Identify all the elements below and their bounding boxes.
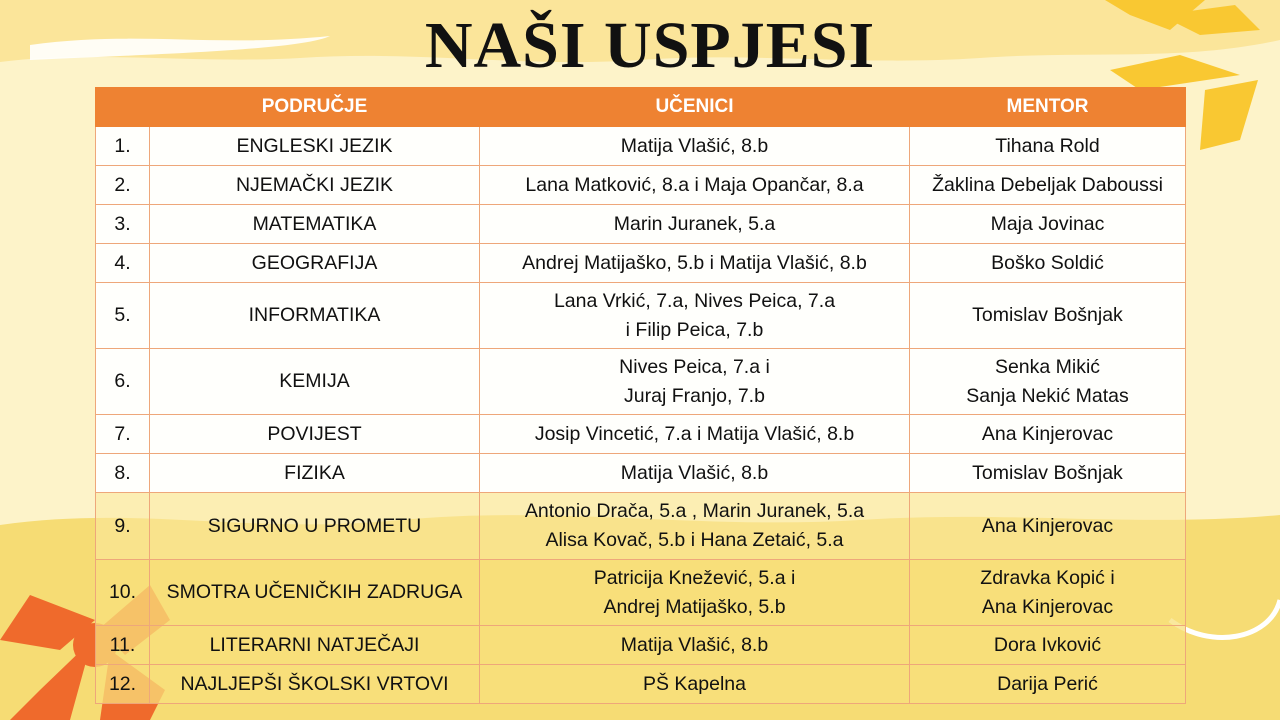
row-students bbox=[480, 205, 910, 244]
table-row bbox=[96, 415, 1186, 454]
row-number: 7. bbox=[96, 415, 150, 454]
student-line: Patricija Knežević, 5.a i bbox=[593, 566, 796, 589]
row-area: LITERARNI NATJEČAJI bbox=[150, 626, 480, 665]
row-students bbox=[480, 665, 910, 704]
row-mentor bbox=[910, 244, 1186, 283]
mentor-line: Tomislav Bošnjak bbox=[972, 461, 1123, 484]
table-row bbox=[96, 665, 1186, 704]
student-line: Juraj Franjo, 7.b bbox=[624, 384, 765, 407]
mentor-line: Maja Jovinac bbox=[990, 212, 1105, 235]
table-row bbox=[96, 349, 1186, 415]
student-line: PŠ Kapelna bbox=[643, 672, 746, 695]
row-number: 4. bbox=[96, 244, 150, 283]
table-row bbox=[96, 626, 1186, 665]
table-row bbox=[96, 205, 1186, 244]
student-line: Lana Matković, 8.a i Maja Opančar, 8.a bbox=[525, 173, 864, 196]
row-mentor bbox=[910, 349, 1186, 415]
row-number: 1. bbox=[96, 127, 150, 166]
row-number: 11. bbox=[96, 626, 150, 665]
table-row bbox=[96, 244, 1186, 283]
row-students bbox=[480, 244, 910, 283]
row-mentor bbox=[910, 560, 1186, 626]
row-students bbox=[480, 415, 910, 454]
row-mentor bbox=[910, 166, 1186, 205]
row-number: 9. bbox=[96, 493, 150, 560]
mentor-line: Ana Kinjerovac bbox=[981, 514, 1114, 537]
student-line: Andrej Matijaško, 5.b i Matija Vlašić, 8.b bbox=[522, 251, 867, 274]
student-line: Nives Peica, 7.a i bbox=[619, 355, 770, 378]
row-mentor bbox=[910, 454, 1186, 493]
row-mentor bbox=[910, 493, 1186, 560]
row-mentor bbox=[910, 665, 1186, 704]
student-line: Alisa Kovač, 5.b i Hana Zetaić, 5.a bbox=[545, 529, 844, 551]
row-area: MATEMATIKA bbox=[150, 205, 480, 244]
table-row bbox=[96, 127, 1186, 166]
mentor-line: Darija Perić bbox=[997, 672, 1098, 695]
table-header-row bbox=[96, 88, 1186, 127]
row-area: NAJLJEPŠI ŠKOLSKI VRTOVI bbox=[150, 665, 480, 704]
row-number: 5. bbox=[96, 283, 150, 349]
row-number: 2. bbox=[96, 166, 150, 205]
sun-ray-4 bbox=[1200, 80, 1258, 150]
table-row bbox=[96, 283, 1186, 349]
student-line: Matija Vlašić, 8.b bbox=[620, 461, 769, 484]
row-number: 8. bbox=[96, 454, 150, 493]
student-line: Matija Vlašić, 8.b bbox=[620, 134, 769, 157]
row-students bbox=[480, 493, 910, 560]
student-line: Antonio Drača, 5.a , Marin Juranek, 5.a bbox=[524, 500, 865, 522]
mentor-line: Boško Soldić bbox=[991, 251, 1104, 274]
row-area: SIGURNO U PROMETU bbox=[150, 493, 480, 560]
row-students bbox=[480, 454, 910, 493]
row-number: 6. bbox=[96, 349, 150, 415]
row-area: FIZIKA bbox=[150, 454, 480, 493]
mentor-line: Ana Kinjerovac bbox=[981, 595, 1114, 618]
row-number: 12. bbox=[96, 665, 150, 704]
row-students bbox=[480, 560, 910, 626]
row-students bbox=[480, 283, 910, 349]
mentor-line: Tomislav Bošnjak bbox=[972, 304, 1123, 326]
row-mentor bbox=[910, 127, 1186, 166]
row-number: 10. bbox=[96, 560, 150, 626]
row-area: SMOTRA UČENIČKIH ZADRUGA bbox=[150, 560, 480, 626]
student-line: i Filip Peica, 7.b bbox=[625, 318, 764, 341]
student-line: Andrej Matijaško, 5.b bbox=[603, 595, 786, 618]
achievements-table bbox=[95, 87, 1186, 704]
student-line: Marin Juranek, 5.a bbox=[613, 212, 776, 235]
row-students bbox=[480, 626, 910, 665]
mentor-line: Zdravka Kopić i bbox=[980, 566, 1115, 589]
mentor-line: Žaklina Debeljak Daboussi bbox=[932, 173, 1163, 196]
mentor-line: Senka Mikić bbox=[994, 355, 1101, 378]
row-area: GEOGRAFIJA bbox=[150, 244, 480, 283]
row-mentor bbox=[910, 205, 1186, 244]
mentor-line: Ana Kinjerovac bbox=[981, 422, 1114, 445]
table-row bbox=[96, 493, 1186, 560]
table-row bbox=[96, 166, 1186, 205]
table-row bbox=[96, 560, 1186, 626]
table-row bbox=[96, 454, 1186, 493]
row-area: POVIJEST bbox=[150, 415, 480, 454]
row-area: ENGLESKI JEZIK bbox=[150, 127, 480, 166]
mentor-line: Dora Ivković bbox=[993, 633, 1102, 656]
row-mentor bbox=[910, 415, 1186, 454]
header-mentor: MENTOR bbox=[910, 88, 1186, 127]
row-area: KEMIJA bbox=[150, 349, 480, 415]
row-students bbox=[480, 127, 910, 166]
mentor-line: Tihana Rold bbox=[995, 134, 1100, 157]
row-mentor bbox=[910, 626, 1186, 665]
row-students bbox=[480, 349, 910, 415]
page-title: NAŠI USPJESI bbox=[424, 9, 876, 82]
mentor-line: Sanja Nekić Matas bbox=[966, 384, 1129, 407]
row-area: NJEMAČKI JEZIK bbox=[150, 166, 480, 205]
student-line: Josip Vincetić, 7.a i Matija Vlašić, 8.b bbox=[534, 422, 855, 445]
row-area: INFORMATIKA bbox=[150, 283, 480, 349]
header-area: PODRUČJE bbox=[150, 88, 480, 127]
student-line: Matija Vlašić, 8.b bbox=[620, 633, 769, 656]
header-number bbox=[96, 88, 150, 127]
row-students bbox=[480, 166, 910, 205]
row-number: 3. bbox=[96, 205, 150, 244]
row-mentor bbox=[910, 283, 1186, 349]
student-line: Lana Vrkić, 7.a, Nives Peica, 7.a bbox=[553, 289, 836, 312]
header-students: UČENICI bbox=[480, 88, 910, 127]
